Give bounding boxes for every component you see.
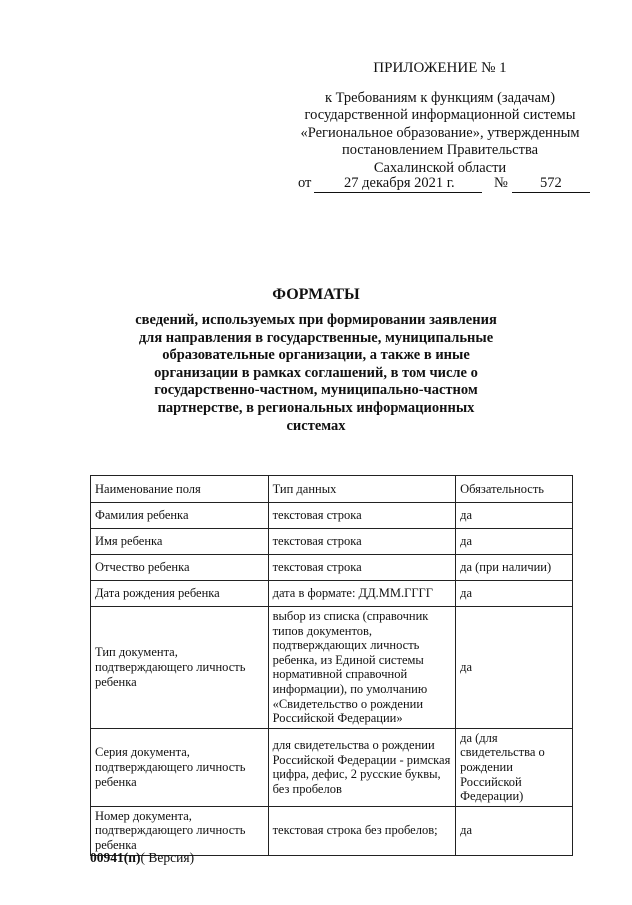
field-name-cell: Отчество ребенка (91, 555, 269, 581)
table-header-row (91, 476, 573, 503)
order-date: 27 декабря 2021 г. (344, 175, 455, 191)
order-number: 572 (540, 175, 562, 191)
data-type-cell: текстовая строка (268, 503, 456, 529)
table-row (91, 806, 573, 855)
required-cell: да (456, 607, 573, 729)
column-header: Обязательность (456, 476, 573, 503)
column-header: Наименование поля (91, 476, 269, 503)
table-row (91, 555, 573, 581)
appendix-line: к Требованиям к функциям (задачам) (324, 89, 556, 106)
field-name-cell: Серия документа, подтверждающего личность ребенка (91, 728, 269, 806)
document-code: 00941(п) (90, 850, 141, 865)
table-row (91, 529, 573, 555)
data-type-cell: дата в формате: ДД.ММ.ГГГГ (268, 581, 456, 607)
subtitle-line: системах (286, 417, 346, 434)
document-subtitle (120, 312, 512, 435)
appendix-line: «Региональное образование», утвержденным (300, 124, 580, 141)
number-label: № (494, 175, 508, 191)
document-title: ФОРМАТЫ (272, 286, 360, 303)
appendix-line: постановлением Правительства (341, 142, 539, 159)
data-type-cell: выбор из списка (справочник типов документов, подтверждающих личность ребенка, из Единой системы нормативной справочной информации), по умолчанию «Свидетельство о рождении Российской Федерации» (268, 607, 456, 729)
field-name-cell: Имя ребенка (91, 529, 269, 555)
required-cell: да (456, 806, 573, 855)
appendix-block (290, 60, 590, 178)
required-cell: да (456, 503, 573, 529)
data-type-cell: текстовая строка без пробелов; (268, 806, 456, 855)
document-version: ( Версия) (140, 850, 195, 865)
table-row (91, 728, 573, 806)
required-cell: да (456, 581, 573, 607)
fields-table (90, 475, 573, 856)
date-underline (314, 192, 482, 193)
column-header: Тип данных (268, 476, 456, 503)
table-row (91, 607, 573, 729)
field-name-cell: Тип документа, подтверждающего личность ребенка (91, 607, 269, 729)
field-name-cell: Дата рождения ребенка (91, 581, 269, 607)
required-cell: да (при наличии) (456, 555, 573, 581)
subtitle-line: партнерстве, в региональных информационных (157, 399, 475, 416)
required-cell: да (для свидетельства о рождении Российской Федерации) (456, 728, 573, 806)
appendix-line: Сахалинской области (373, 159, 507, 176)
document-footer (90, 850, 194, 866)
field-name-cell: Фамилия ребенка (91, 503, 269, 529)
subtitle-line: организации в рамках соглашений, в том числе о (154, 364, 478, 381)
data-type-cell: текстовая строка (268, 529, 456, 555)
number-underline (512, 192, 590, 193)
appendix-line: государственной информационной системы (304, 107, 576, 124)
table-row (91, 581, 573, 607)
subtitle-line: для направления в государственные, муниципальные (138, 329, 494, 346)
subtitle-line: сведений, используемых при формировании заявления (135, 312, 497, 328)
table-row (91, 503, 573, 529)
subtitle-line: образовательные организации, а также в иные (162, 347, 470, 364)
subtitle-line: государственно-частном, муниципально-частном (154, 382, 478, 399)
required-cell: да (456, 529, 573, 555)
field-name-cell: Номер документа, подтверждающего личность ребенка (91, 806, 269, 855)
appendix-heading: ПРИЛОЖЕНИЕ № 1 (373, 60, 507, 76)
data-type-cell: текстовая строка (268, 555, 456, 581)
from-label: от (298, 175, 312, 191)
order-reference (298, 175, 590, 195)
data-type-cell: для свидетельства о рождении Российской Федерации - римская цифра, дефис, 2 русские буквы, без пробелов (268, 728, 456, 806)
